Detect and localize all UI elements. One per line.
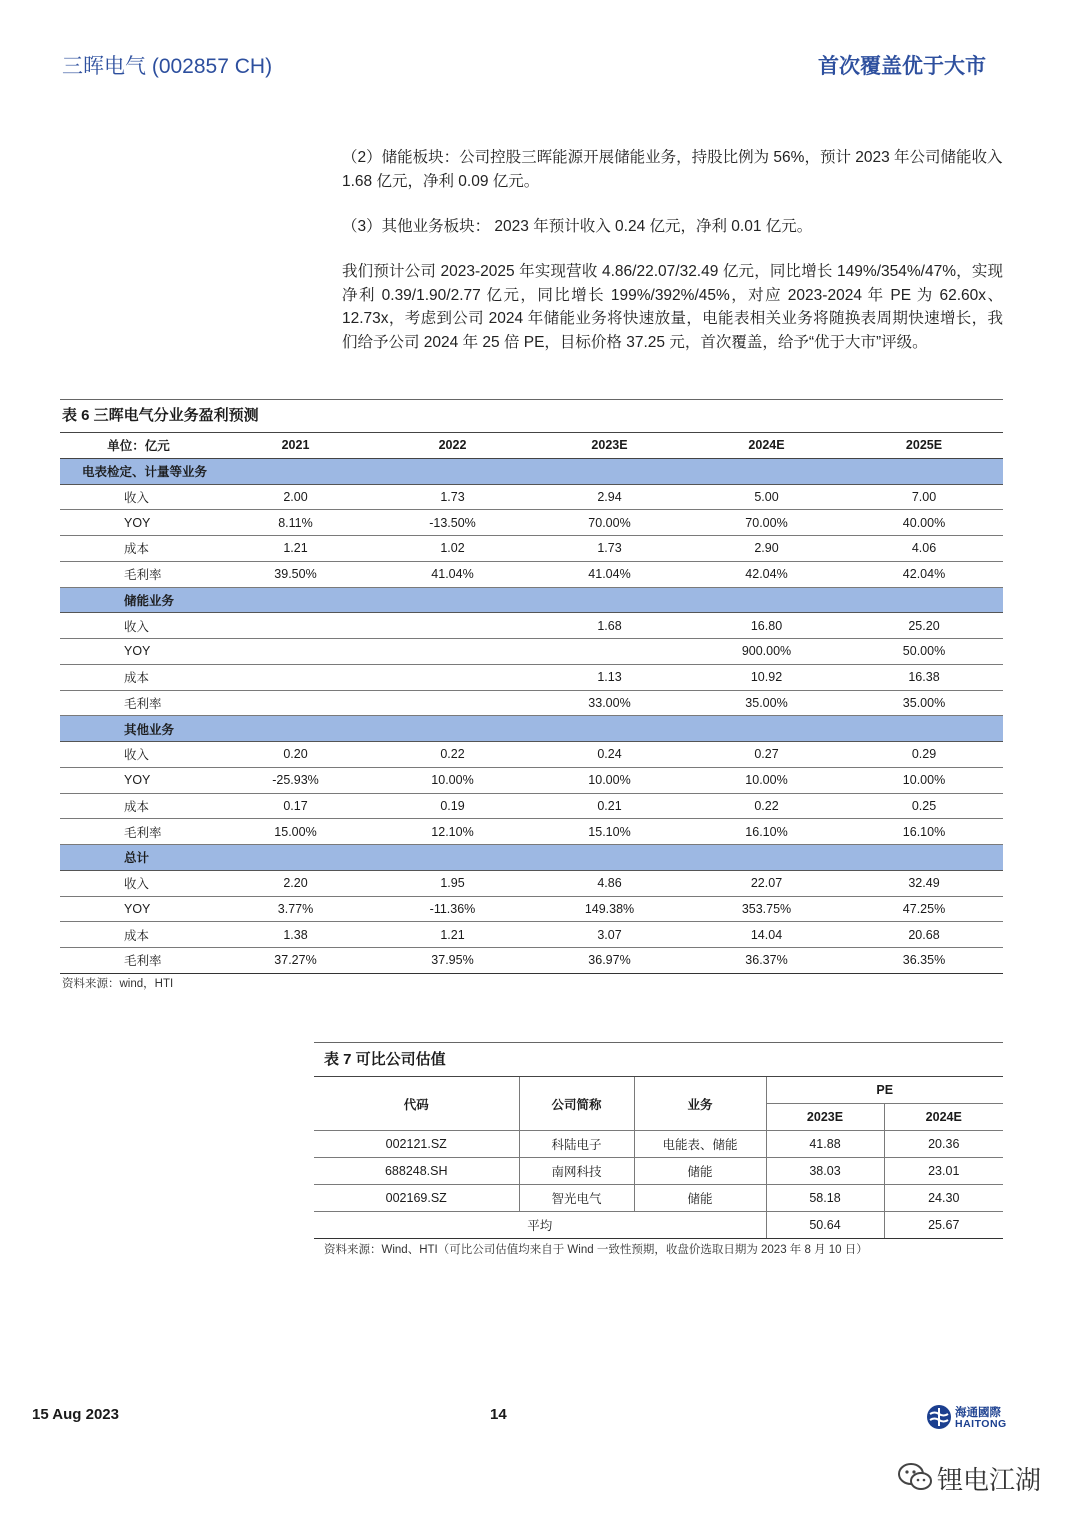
data-cell: 0.22 — [688, 793, 845, 819]
row-label: 成本 — [60, 536, 217, 562]
table-7-header-row — [314, 1077, 1003, 1104]
table-6 — [60, 399, 1003, 974]
data-cell: 20.68 — [845, 922, 1003, 948]
data-cell: 1.73 — [374, 484, 531, 510]
data-cell — [217, 664, 374, 690]
row-label: 收入 — [60, 870, 217, 896]
data-cell: 3.77% — [217, 896, 374, 922]
row-label: 毛利率 — [60, 690, 217, 716]
table-row — [60, 793, 1003, 819]
pe-2024e-cell: 20.36 — [884, 1131, 1003, 1158]
code-cell: 002169.SZ — [314, 1185, 519, 1212]
haitong-logo — [926, 1404, 1008, 1432]
data-cell: 22.07 — [688, 870, 845, 896]
header-cell: 2022 — [374, 433, 531, 458]
data-cell — [374, 613, 531, 639]
section-label-text: 总计 — [124, 851, 150, 866]
header-cell: 2024E — [688, 433, 845, 458]
header-cell: 单位：亿元 — [60, 433, 217, 458]
table-row — [60, 664, 1003, 690]
table-7 — [314, 1042, 1003, 1239]
data-cell: 0.22 — [374, 742, 531, 768]
data-cell — [374, 690, 531, 716]
data-cell: 42.04% — [688, 561, 845, 587]
code-cell: 002121.SZ — [314, 1131, 519, 1158]
average-row — [314, 1212, 1003, 1239]
section-label — [60, 716, 1003, 742]
table-row — [60, 948, 1003, 974]
data-cell: 900.00% — [688, 639, 845, 665]
table-row — [60, 870, 1003, 896]
table-row — [60, 561, 1003, 587]
header-cell: 2025E — [845, 433, 1003, 458]
row-label: YOY — [60, 510, 217, 536]
table-row — [314, 1185, 1003, 1212]
data-cell: 36.37% — [688, 948, 845, 974]
business-cell: 电能表、储能 — [634, 1131, 766, 1158]
section-row — [60, 458, 1003, 484]
data-cell: 0.24 — [531, 742, 688, 768]
data-cell — [217, 690, 374, 716]
data-cell: 0.27 — [688, 742, 845, 768]
data-cell: 5.00 — [688, 484, 845, 510]
pe-2023e-cell: 58.18 — [766, 1185, 884, 1212]
row-label: 成本 — [60, 664, 217, 690]
row-label: 收入 — [60, 742, 217, 768]
data-cell: -11.36% — [374, 896, 531, 922]
business-cell: 储能 — [634, 1185, 766, 1212]
pe-2024e-cell: 23.01 — [884, 1158, 1003, 1185]
table-row — [314, 1158, 1003, 1185]
data-cell: 149.38% — [531, 896, 688, 922]
section-row — [60, 587, 1003, 613]
data-cell: 0.20 — [217, 742, 374, 768]
data-cell: 1.13 — [531, 664, 688, 690]
haitong-logo-icon — [926, 1404, 952, 1430]
header-2024e: 2024E — [884, 1104, 1003, 1131]
data-cell: 2.90 — [688, 536, 845, 562]
logo-text-en: HAITONG — [955, 1418, 1007, 1430]
data-cell: 1.68 — [531, 613, 688, 639]
section-row — [60, 845, 1003, 871]
data-cell: 41.04% — [374, 561, 531, 587]
table-6-grid — [60, 433, 1003, 974]
data-cell: 36.35% — [845, 948, 1003, 974]
data-cell: 3.07 — [531, 922, 688, 948]
data-cell: 0.25 — [845, 793, 1003, 819]
data-cell — [374, 664, 531, 690]
header-2023e: 2023E — [766, 1104, 884, 1131]
data-cell: 36.97% — [531, 948, 688, 974]
section-label — [60, 587, 1003, 613]
data-cell: 1.95 — [374, 870, 531, 896]
data-cell: 1.21 — [217, 536, 374, 562]
data-cell — [217, 639, 374, 665]
data-cell: 42.04% — [845, 561, 1003, 587]
code-cell: 688248.SH — [314, 1158, 519, 1185]
company-cell: 南网科技 — [519, 1158, 634, 1185]
table-7-title: 表 7 可比公司估值 — [314, 1042, 1003, 1077]
data-cell: 47.25% — [845, 896, 1003, 922]
section-label-text: 其他业务 — [124, 722, 175, 737]
table-row — [60, 639, 1003, 665]
average-2024e: 25.67 — [884, 1212, 1003, 1239]
row-label: YOY — [60, 639, 217, 665]
header-cell: 2023E — [531, 433, 688, 458]
data-cell: 10.00% — [688, 767, 845, 793]
data-cell: 39.50% — [217, 561, 374, 587]
table-7-source: 资料来源：Wind、HTI（可比公司估值均来自于 Wind 一致性预期，收盘价选取日期为 2023 年 8 月 10 日） — [324, 1244, 868, 1256]
company-cell: 科陆电子 — [519, 1131, 634, 1158]
section-label — [60, 458, 1003, 484]
data-cell: 1.73 — [531, 536, 688, 562]
data-cell: 37.95% — [374, 948, 531, 974]
data-cell: 70.00% — [688, 510, 845, 536]
row-label: 毛利率 — [60, 819, 217, 845]
pe-2023e-cell: 38.03 — [766, 1158, 884, 1185]
table-row — [314, 1131, 1003, 1158]
row-label: 成本 — [60, 922, 217, 948]
data-cell: 35.00% — [688, 690, 845, 716]
data-cell: 37.27% — [217, 948, 374, 974]
row-label: 收入 — [60, 484, 217, 510]
data-cell: 10.00% — [531, 767, 688, 793]
table-row — [60, 536, 1003, 562]
table-row — [60, 510, 1003, 536]
table-row — [60, 819, 1003, 845]
data-cell: 10.00% — [845, 767, 1003, 793]
data-cell: 2.94 — [531, 484, 688, 510]
data-cell: 33.00% — [531, 690, 688, 716]
data-cell: 0.19 — [374, 793, 531, 819]
data-cell: 10.00% — [374, 767, 531, 793]
data-cell: 0.17 — [217, 793, 374, 819]
section-label-text: 电表检定、计量等业务 — [82, 465, 208, 480]
data-cell: -25.93% — [217, 767, 374, 793]
watermark-text: 锂电江湖 — [937, 1465, 1042, 1495]
company-cell: 智光电气 — [519, 1185, 634, 1212]
paragraph-other-business: （3）其他业务板块： 2023 年预计收入 0.24 亿元，净利 0.01 亿元。 — [342, 218, 813, 235]
table-7-grid — [314, 1077, 1003, 1239]
paragraph-forecast: 我们预计公司 2023-2025 年实现营收 4.86/22.07/32.49 亿元，同比增长 149%/354%/47%，实现净利 0.39/1.90/2.77 亿元，同比增长 199%/392%/45%，对应 2023-2024 年 PE 为 62.60x、12.73x，考虑到公司 2024 年储能业务将快速放量，电能表相关业务将随换表周期快速增长，我们给予公司 2024 年 25 倍 PE，目标价格 37.25 元，首次覆盖，给予“优于大市”评级。 — [342, 263, 1003, 351]
data-cell: 1.38 — [217, 922, 374, 948]
data-cell: 50.00% — [845, 639, 1003, 665]
data-cell: 0.29 — [845, 742, 1003, 768]
data-cell: 1.21 — [374, 922, 531, 948]
data-cell: 41.04% — [531, 561, 688, 587]
data-cell: 2.20 — [217, 870, 374, 896]
average-2023e: 50.64 — [766, 1212, 884, 1239]
data-cell: 4.06 — [845, 536, 1003, 562]
paragraph-storage: （2）储能板块：公司控股三晖能源开展储能业务，持股比例为 56%，预计 2023 年公司储能收入 1.68 亿元，净利 0.09 亿元。 — [342, 149, 1003, 190]
header-pe: PE — [766, 1077, 1003, 1104]
pe-2024e-cell: 24.30 — [884, 1185, 1003, 1212]
pe-2023e-cell: 41.88 — [766, 1131, 884, 1158]
data-cell: 4.86 — [531, 870, 688, 896]
header-rating: 首次覆盖优于大市 — [818, 55, 986, 78]
section-label — [60, 845, 1003, 871]
data-cell — [374, 639, 531, 665]
data-cell: 1.02 — [374, 536, 531, 562]
table-6-header-row — [60, 433, 1003, 458]
data-cell: 15.10% — [531, 819, 688, 845]
page-number: 14 — [490, 1406, 507, 1423]
average-label: 平均 — [314, 1212, 766, 1239]
table-row — [60, 484, 1003, 510]
logo-text-cn: 海通國際 — [955, 1407, 1001, 1419]
data-cell: 7.00 — [845, 484, 1003, 510]
row-label: 毛利率 — [60, 948, 217, 974]
table-row — [60, 742, 1003, 768]
header-company: 公司简称 — [519, 1077, 634, 1131]
footer-date: 15 Aug 2023 — [32, 1406, 119, 1423]
table-row — [60, 767, 1003, 793]
data-cell — [531, 639, 688, 665]
data-cell: 16.80 — [688, 613, 845, 639]
header-business: 业务 — [634, 1077, 766, 1131]
table-row — [60, 922, 1003, 948]
section-label-text: 储能业务 — [124, 593, 175, 608]
data-cell: 25.20 — [845, 613, 1003, 639]
data-cell: 35.00% — [845, 690, 1003, 716]
data-cell: 16.10% — [688, 819, 845, 845]
data-cell: 16.38 — [845, 664, 1003, 690]
section-row — [60, 716, 1003, 742]
data-cell: 10.92 — [688, 664, 845, 690]
data-cell: 16.10% — [845, 819, 1003, 845]
table-6-source: 资料来源：wind，HTI — [62, 978, 174, 990]
data-cell: 0.21 — [531, 793, 688, 819]
header-code: 代码 — [314, 1077, 519, 1131]
wechat-watermark — [897, 1458, 1057, 1498]
row-label: 成本 — [60, 793, 217, 819]
row-label: 毛利率 — [60, 561, 217, 587]
business-cell: 储能 — [634, 1158, 766, 1185]
table-row — [60, 896, 1003, 922]
row-label: YOY — [60, 767, 217, 793]
data-cell: 2.00 — [217, 484, 374, 510]
header-cell: 2021 — [217, 433, 374, 458]
data-cell: 8.11% — [217, 510, 374, 536]
data-cell: 70.00% — [531, 510, 688, 536]
data-cell — [217, 613, 374, 639]
data-cell: 15.00% — [217, 819, 374, 845]
row-label: 收入 — [60, 613, 217, 639]
data-cell: 40.00% — [845, 510, 1003, 536]
data-cell: 32.49 — [845, 870, 1003, 896]
header-report-title: 三晖电气 (002857 CH) — [62, 55, 273, 78]
wechat-icon — [897, 1462, 933, 1492]
table-6-title: 表 6 三晖电气分业务盈利预测 — [60, 399, 1003, 433]
row-label: YOY — [60, 896, 217, 922]
data-cell: -13.50% — [374, 510, 531, 536]
data-cell: 353.75% — [688, 896, 845, 922]
data-cell: 12.10% — [374, 819, 531, 845]
table-row — [60, 690, 1003, 716]
data-cell: 14.04 — [688, 922, 845, 948]
table-row — [60, 613, 1003, 639]
